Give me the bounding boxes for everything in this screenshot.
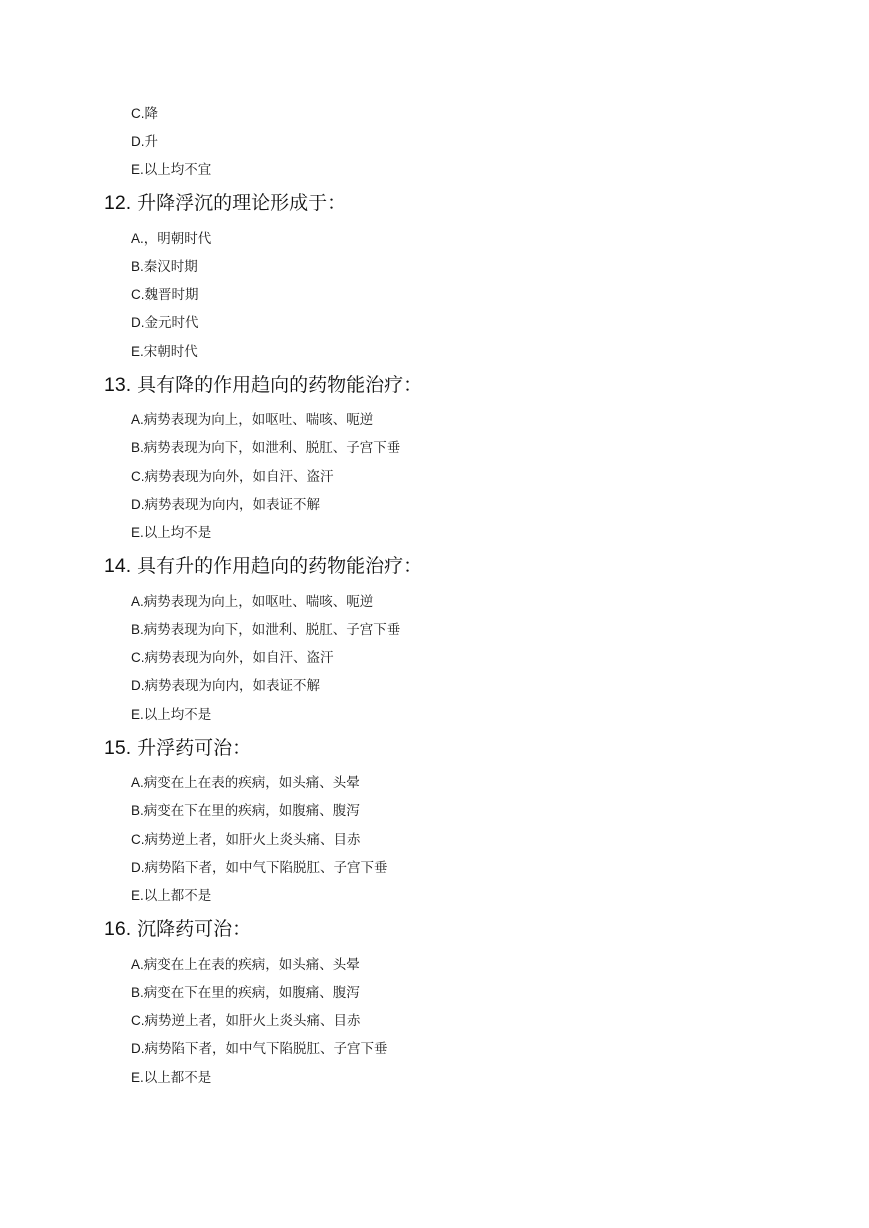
option-e: E.宋朝时代	[131, 344, 198, 360]
option-d: D.升	[131, 134, 158, 150]
option-b: B.病变在下在里的疾病，如腹痛、腹泻	[131, 985, 360, 1001]
option-e: E.以上均不是	[131, 707, 212, 723]
option-c: C.病势逆上者，如肝火上炎头痛、目赤	[131, 1013, 361, 1029]
option-c: C.病势表现为向外，如自汗、盗汗	[131, 469, 334, 485]
option-e: E.以上均不宜	[131, 162, 212, 178]
option-b: B.病势表现为向下，如泄利、脱肛、子宫下垂	[131, 440, 401, 456]
option-c: C.病势表现为向外，如自汗、盗汗	[131, 650, 334, 666]
question-14-title: 14. 具有升的作用趋向的药物能治疗：	[104, 555, 423, 577]
option-d: D.病势表现为向内，如表证不解	[131, 497, 320, 513]
option-a: A.病势表现为向上，如呕吐、喘咳、呃逆	[131, 594, 374, 610]
option-d: D.金元时代	[131, 315, 199, 331]
option-e: E.以上都不是	[131, 888, 212, 904]
option-c: C.降	[131, 106, 158, 122]
question-12-title: 12. 升降浮沉的理论形成于：	[104, 192, 347, 214]
question-16-title: 16. 沉降药可治：	[104, 918, 252, 940]
option-c: C.病势逆上者，如肝火上炎头痛、目赤	[131, 832, 361, 848]
option-d: D.病势表现为向内，如表证不解	[131, 678, 320, 694]
question-13-title: 13. 具有降的作用趋向的药物能治疗：	[104, 374, 423, 396]
option-d: D.病势陷下者，如中气下陷脱肛、子宫下垂	[131, 860, 388, 876]
option-b: B.秦汉时期	[131, 259, 198, 275]
option-a: A.病变在上在表的疾病，如头痛、头晕	[131, 957, 360, 973]
option-a: A.病势表现为向上，如呕吐、喘咳、呃逆	[131, 412, 374, 428]
option-a: A.病变在上在表的疾病，如头痛、头晕	[131, 775, 360, 791]
option-b: B.病势表现为向下，如泄利、脱肛、子宫下垂	[131, 622, 401, 638]
option-c: C.魏晋时期	[131, 287, 199, 303]
option-d: D.病势陷下者，如中气下陷脱肛、子宫下垂	[131, 1041, 388, 1057]
option-a: A.，明朝时代	[131, 231, 212, 247]
option-e: E.以上都不是	[131, 1070, 212, 1086]
question-15-title: 15. 升浮药可治：	[104, 737, 252, 759]
option-e: E.以上均不是	[131, 525, 212, 541]
option-b: B.病变在下在里的疾病，如腹痛、腹泻	[131, 803, 360, 819]
